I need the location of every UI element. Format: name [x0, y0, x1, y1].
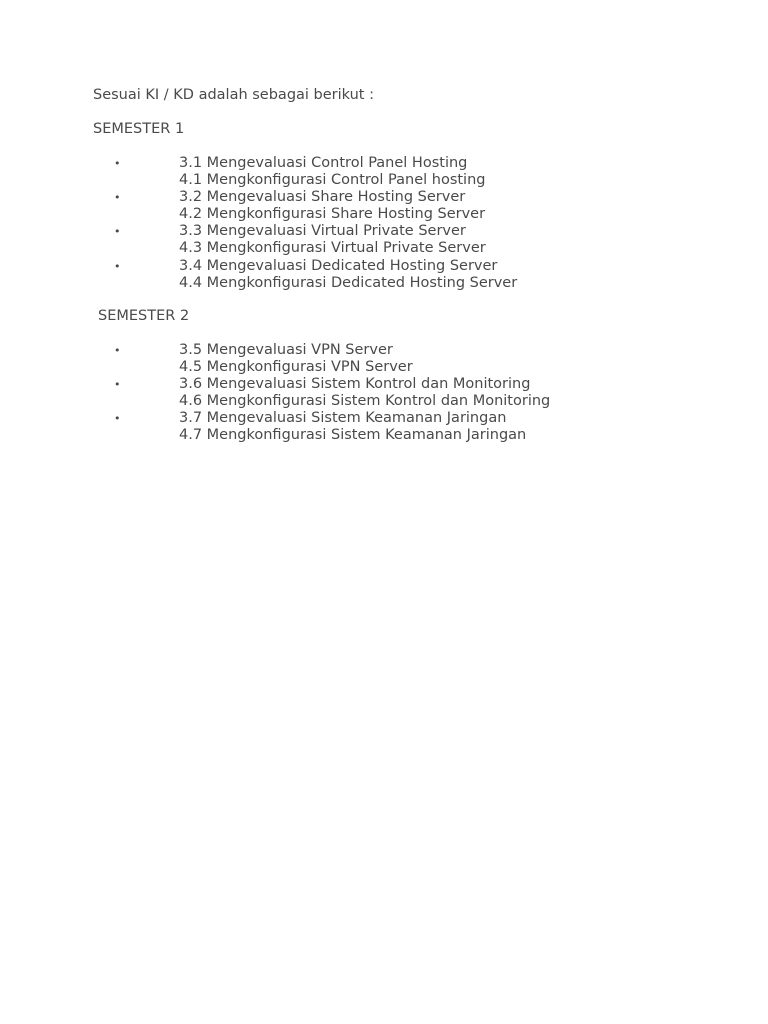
bullet-icon: •	[114, 344, 121, 357]
semester-1-heading: SEMESTER 1	[93, 121, 185, 137]
competency-4-4: 4.4 Mengkonfigurasi Dedicated Hosting Server	[179, 274, 518, 291]
semester-2-list	[93, 342, 550, 445]
intro-text: Sesuai KI / KD adalah sebagai berikut :	[93, 87, 374, 103]
competency-4-2: 4.2 Mengkonfigurasi Share Hosting Server	[179, 206, 486, 223]
competency-3-6: 3.6 Mengevaluasi Sistem Kontrol dan Monitoring	[179, 376, 531, 393]
list-item	[93, 155, 517, 189]
bullet-icon: •	[114, 378, 121, 392]
list-item	[93, 223, 517, 257]
competency-4-7: 4.7 Mengkonfigurasi Sistem Keamanan Jaringan	[179, 427, 527, 444]
list-item	[93, 410, 550, 444]
competency-3-7: 3.7 Mengevaluasi Sistem Keamanan Jaringan	[179, 410, 507, 427]
competency-4-5: 4.5 Mengkonfigurasi VPN Server	[179, 359, 413, 376]
competency-3-5: 3.5 Mengevaluasi VPN Server	[179, 342, 393, 358]
list-item	[93, 189, 517, 223]
list-item	[93, 342, 550, 376]
competency-3-1: 3.1 Mengevaluasi Control Panel Hosting	[179, 155, 468, 171]
bullet-icon: •	[114, 225, 121, 239]
bullet-icon: •	[114, 191, 121, 205]
list-item	[93, 376, 550, 410]
bullet-icon: •	[114, 259, 121, 273]
competency-4-6: 4.6 Mengkonfigurasi Sistem Kontrol dan Monitoring	[179, 393, 551, 410]
competency-4-1: 4.1 Mengkonfigurasi Control Panel hosting	[179, 172, 486, 189]
competency-3-3: 3.3 Mengevaluasi Virtual Private Server	[179, 223, 466, 240]
competency-4-3: 4.3 Mengkonfigurasi Virtual Private Server	[179, 240, 486, 257]
bullet-icon: •	[114, 412, 121, 426]
semester-1-list	[93, 155, 517, 292]
competency-3-2: 3.2 Mengevaluasi Share Hosting Server	[179, 189, 466, 206]
bullet-icon: •	[114, 157, 121, 170]
list-item	[93, 258, 517, 292]
semester-2-heading: SEMESTER 2	[98, 308, 190, 324]
competency-3-4: 3.4 Mengevaluasi Dedicated Hosting Server	[179, 257, 498, 274]
